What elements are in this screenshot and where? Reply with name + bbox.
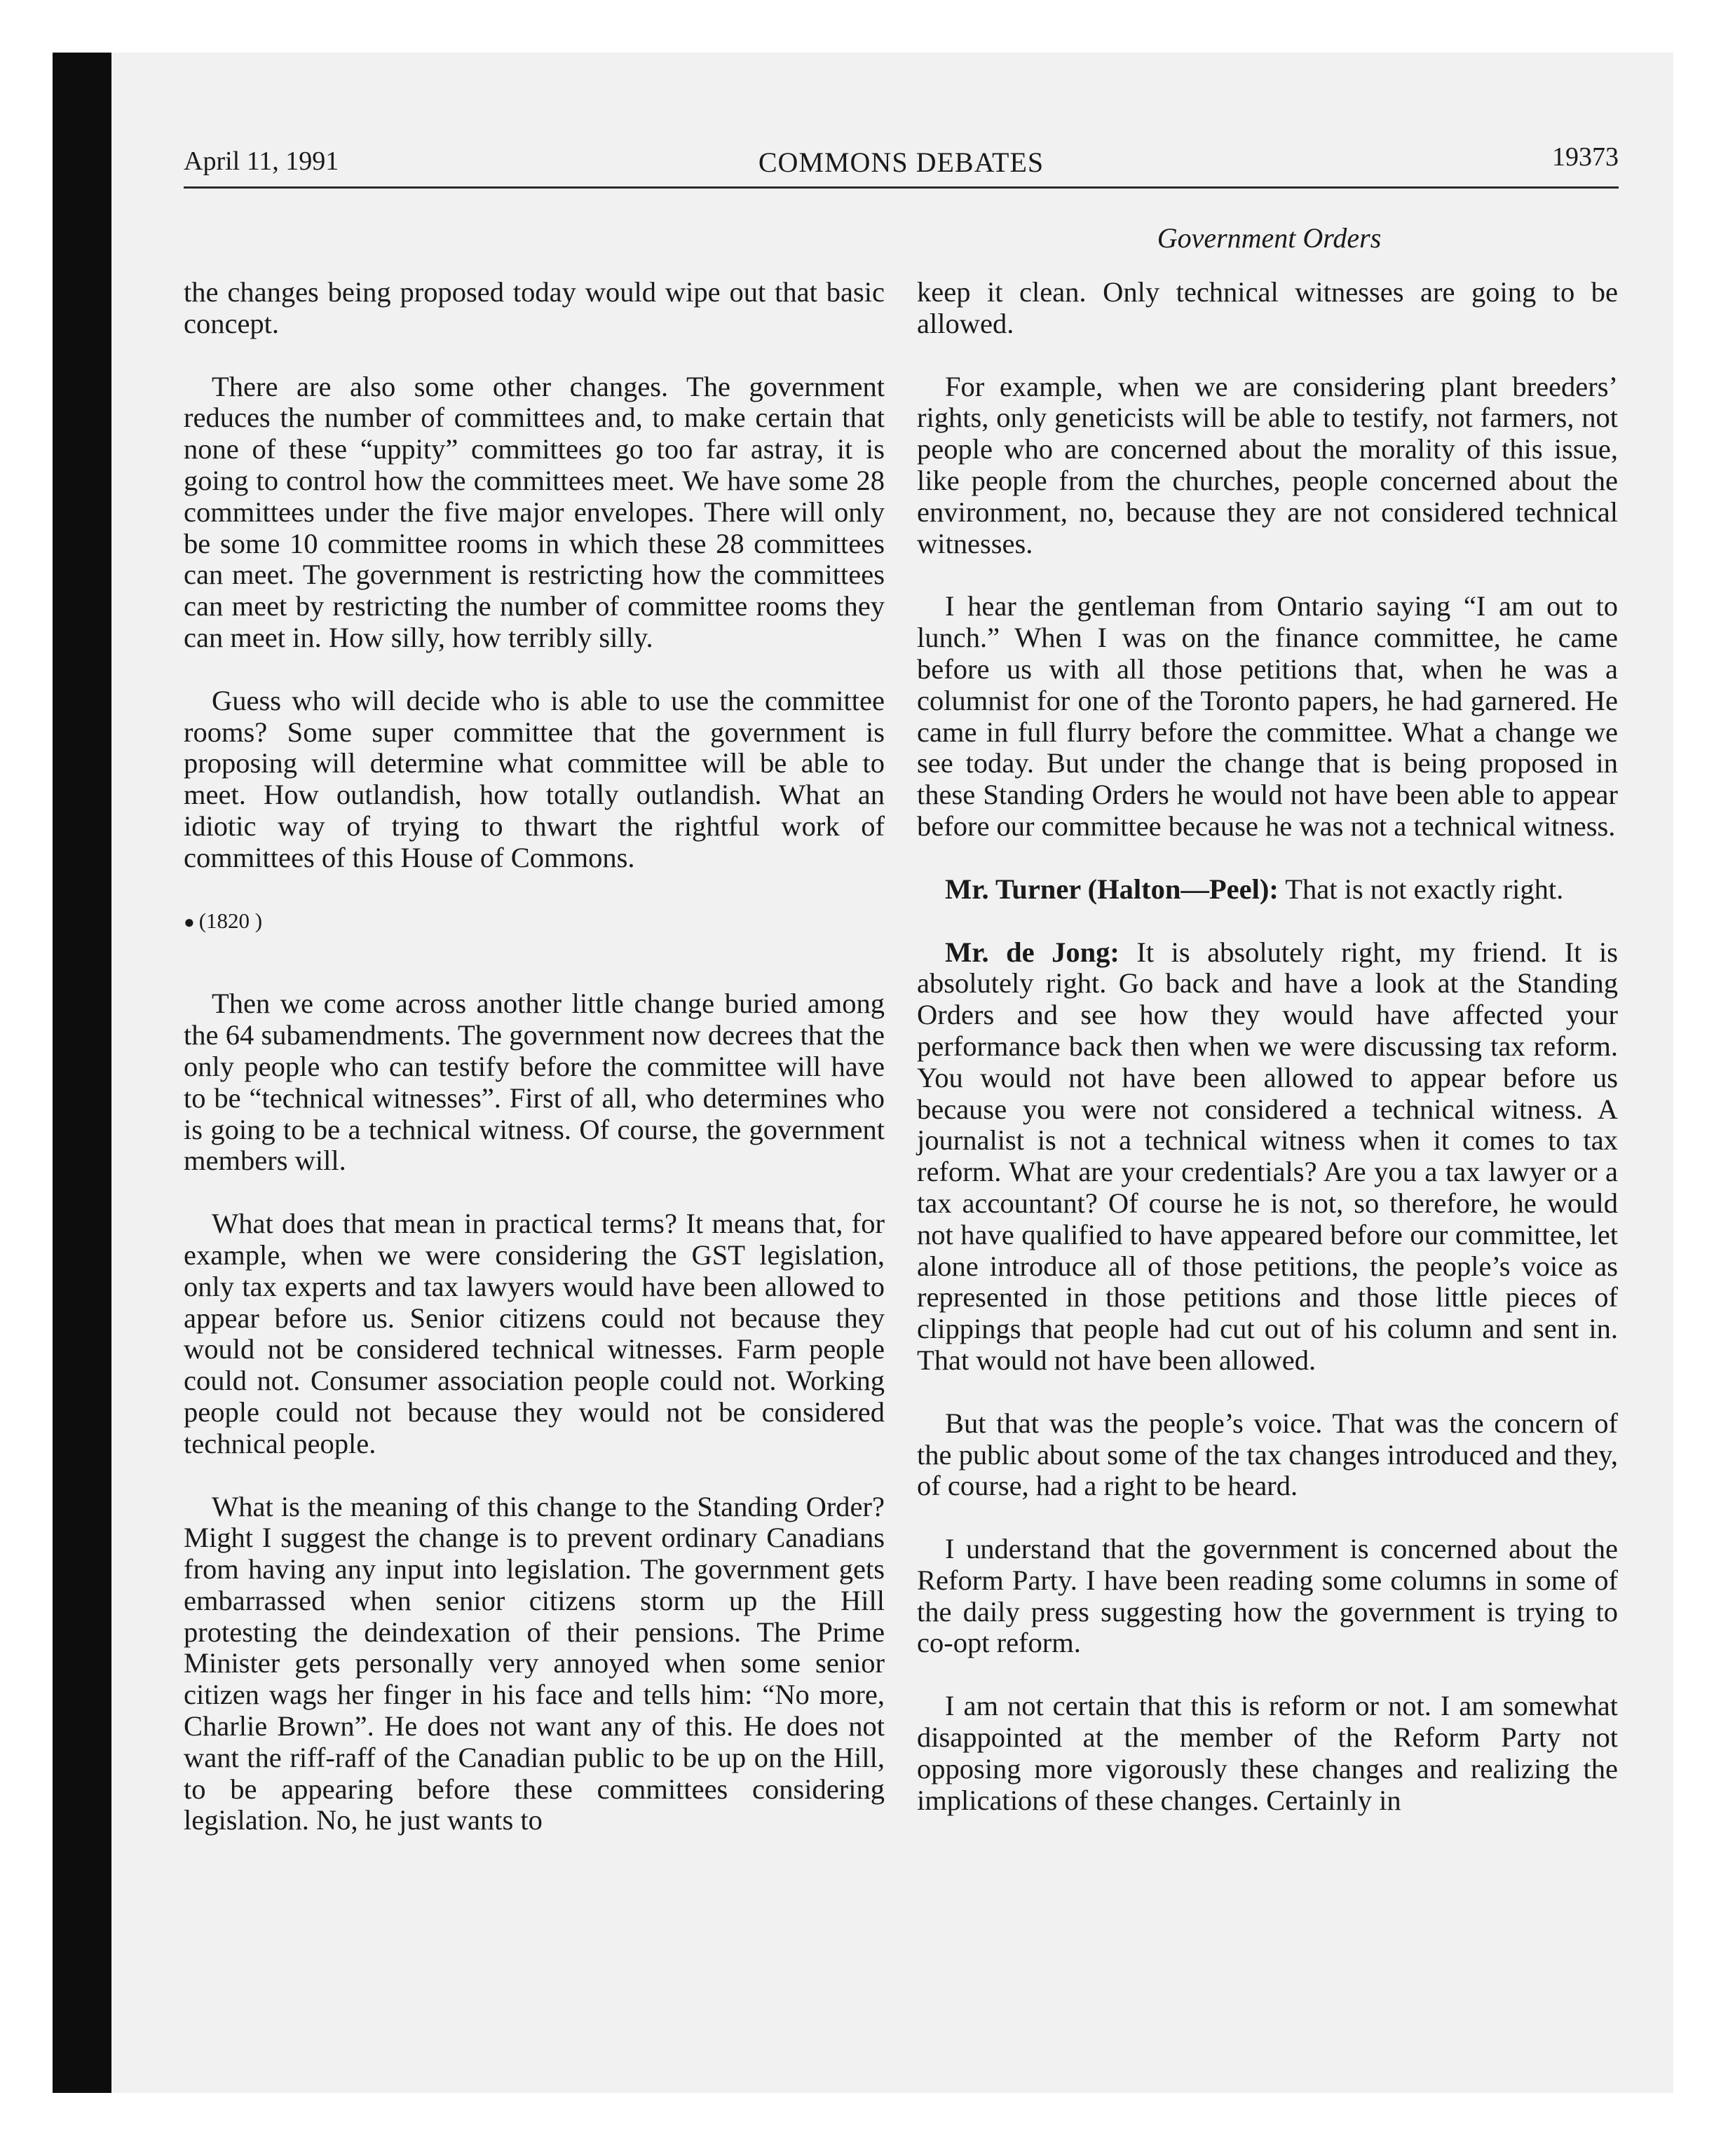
left-column: [184, 277, 885, 1868]
right-column: [917, 277, 1618, 1848]
speech-de-jong: [917, 937, 1618, 1377]
binding-edge: [53, 53, 111, 2093]
paragraph: keep it clean. Only technical witnesses are going to be allowed.: [917, 276, 1618, 339]
paragraph: What is the meaning of this change to the Standing Order? Might I suggest the change is to prevent ordinary Canadians from having any input into legislation. The government gets embarrassed when senior citizens storm up the Hill protesting the deindexation of their pensions. The Prime Minister gets personally very annoyed when some senior citizen wags her finger in his face and tells him: “No more, Charlie Brown”. He does not want any of this. He does not want the riff-raff of the Canadian public to be up on the Hill, to be appearing before these committees considering legislation. No, he just wants to: [184, 1490, 885, 1836]
bullet-icon: ●: [184, 911, 195, 932]
header-date: April 11, 1991: [184, 146, 339, 176]
paragraph: But that was the people’s voice. That was the concern of the public about some of the tax changes introduced and they, of course, had a right to be heard.: [917, 1407, 1618, 1502]
paragraph: I am not certain that this is reform or not. I am somewhat disappointed at the member of the Reform Party not opposing more vigorously these changes and realizing the implications of these changes. Certainly in: [917, 1690, 1618, 1816]
speaker-name: Mr. de Jong:: [945, 936, 1120, 968]
speech-text: That is not exactly right.: [1278, 873, 1564, 905]
section-label: Government Orders: [1157, 222, 1382, 254]
paragraph: I hear the gentleman from Ontario saying “I am out to lunch.” When I was on the finance committee, he came before us with all those petitions that, when he was a columnist for one of the Toronto papers, he had garnered. He came in full flurry before the committee. What a change we see today. But under the change that is being proposed in these Standing Orders he would not have been able to appear before our committee because he was not a technical witness.: [917, 590, 1618, 842]
paragraph: What does that mean in practical terms? It means that, for example, when we were considering the GST legislation, only tax experts and tax lawyers would have been allowed to appear before us. Senior citizens could not because they would not be considered technical witnesses. Farm people could not. Consumer association people could not. Working people could not because they would not be considered technical people.: [184, 1208, 885, 1459]
paragraph: the changes being proposed today would wipe out that basic concept.: [184, 276, 885, 339]
paragraph: For example, when we are considering plant breeders’ rights, only geneticists will be able to testify, not farmers, not people who are concerned about the morality of this issue, like people from the churches, people concerned about the environment, no, because they are not considered technical witnesses.: [917, 370, 1618, 559]
page-number: 19373: [1552, 142, 1619, 172]
publication-title: COMMONS DEBATES: [758, 146, 1045, 178]
paragraph: Then we come across another little change buried among the 64 subamendments. The government now decrees that the only people who can testify before the committee will have to be “technical witnesses”. First of all, who determines who is going to be a technical witness. Of course, the government members will.: [184, 988, 885, 1177]
paragraph: There are also some other changes. The government reduces the number of committees and, to make certain that none of these “uppity” committees go too far astray, it is going to control how the committees meet. We have some 28 committees under the five major envelopes. There will only be some 10 committee rooms in which these 28 committees can meet. The government is restricting how the committees can meet by restricting the number of committee rooms they can meet in. How silly, how terribly silly.: [184, 370, 885, 653]
speech-turner: [917, 874, 1618, 906]
speech-text: It is absolutely right, my friend. It is absolutely right. Go back and have a look at the Standing Orders and see how they would have affected your performance back then when we were discussing tax reform. You would not have been allowed to appear before us because you were not considered a technical witness. A journalist is not a technical witness when it comes to tax reform. What are your credentials? Are you a tax lawyer or a tax accountant? Of course he is not, so therefore, he would not have qualified to have appeared before our committee, let alone introduce all of those petitions, the people’s voice as represented in those petitions and those little pieces of clippings that people had cut out of his column and sent in. That would not have been allowed.: [917, 936, 1619, 1376]
paragraph: Guess who will decide who is able to use the committee rooms? Some super committee that the government is proposing will determine what committee will be able to meet. How outlandish, how totally outlandish. What an idiotic way of trying to thwart the rightful work of committees of this House of Commons.: [184, 684, 885, 873]
paragraph: I understand that the government is concerned about the Reform Party. I have been reading some columns in some of the daily press suggesting how the government is trying to co-opt reform.: [917, 1533, 1618, 1659]
speaker-name: Mr. Turner (Halton—Peel):: [945, 873, 1279, 905]
page-header: [184, 140, 1619, 189]
timestamp-text: (1820 ): [198, 908, 263, 933]
timestamp: [184, 906, 885, 939]
